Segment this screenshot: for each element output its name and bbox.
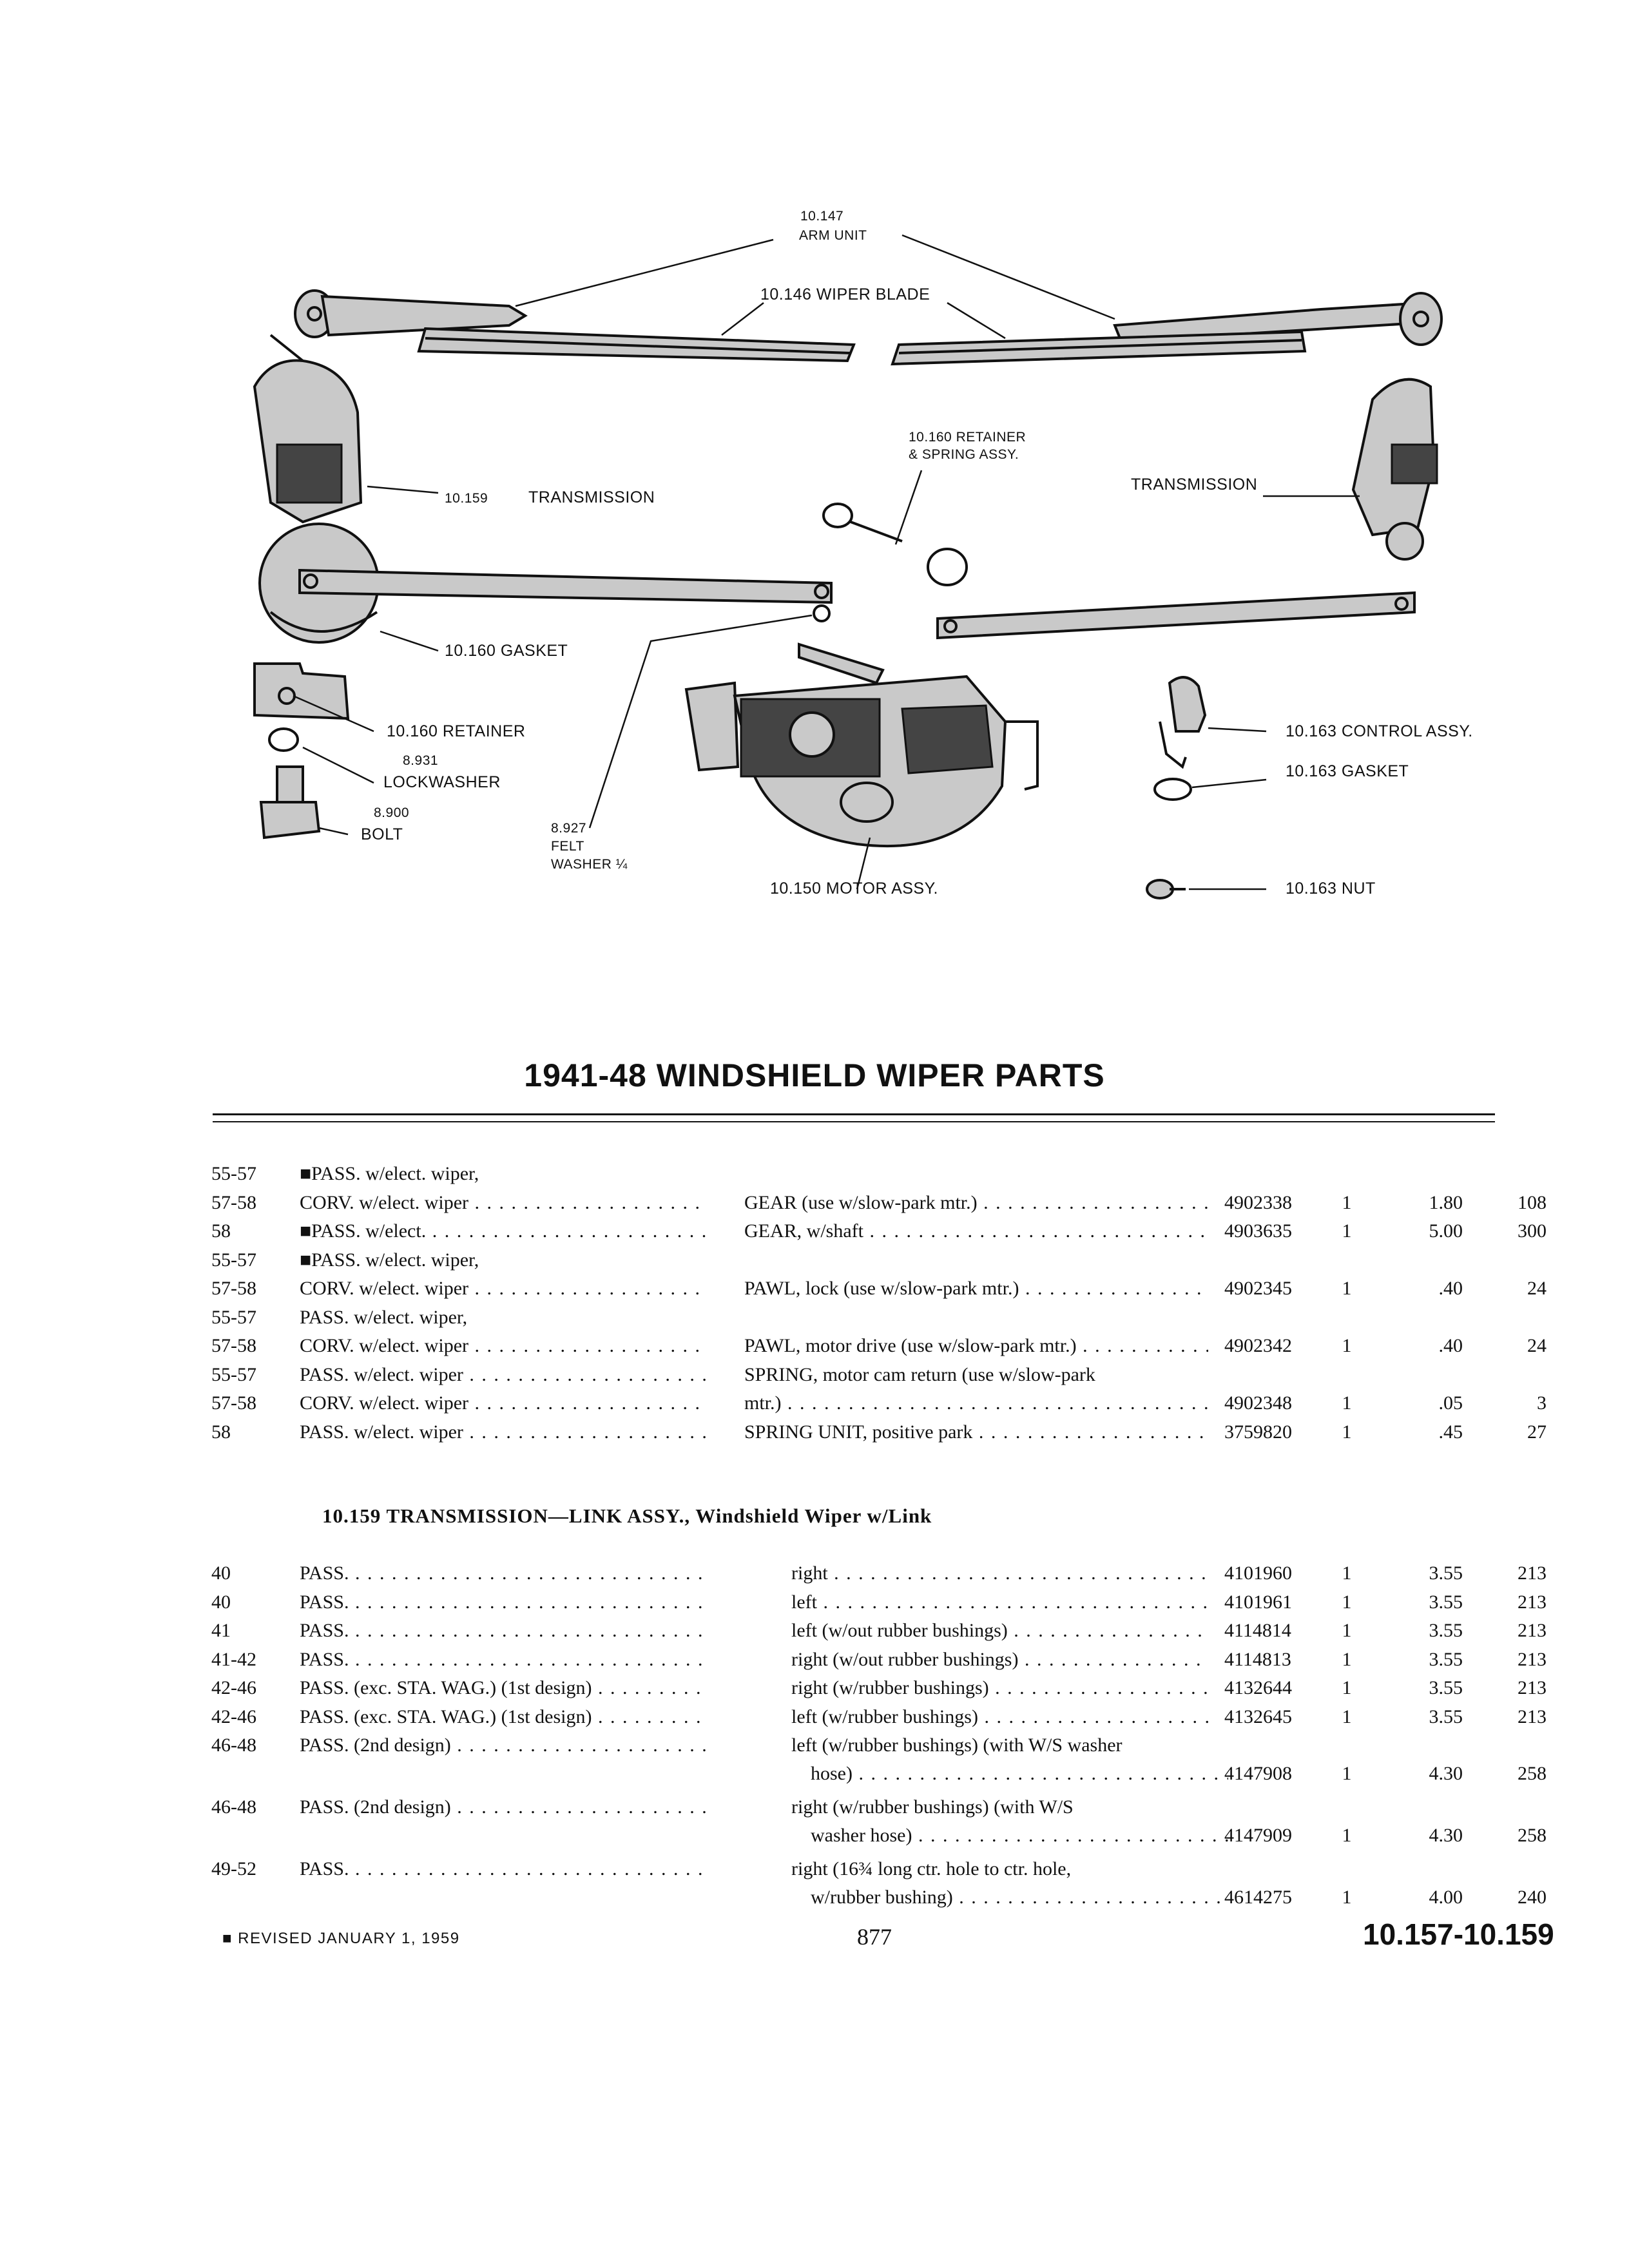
model-cell: PASS. (exc. STA. WAG.) (1st design) . . . <box>300 1703 706 1731</box>
price-cell: 3.55 <box>1429 1648 1463 1670</box>
list-cell: 3 <box>1537 1392 1547 1414</box>
list-cell: 213 <box>1518 1677 1547 1698</box>
table-row <box>0 1160 1629 1188</box>
model-cell: PASS. . . . <box>300 1855 706 1883</box>
table-row <box>0 1418 1629 1446</box>
table-row <box>0 1389 1629 1418</box>
part-name-cell: left . . . <box>791 1588 1209 1617</box>
label-lockwasher: LOCKWASHER <box>383 773 501 791</box>
qty-cell: 1 <box>1342 1191 1352 1213</box>
qty-cell: 1 <box>1342 1706 1352 1727</box>
part-number-cell: 3759820 <box>1224 1421 1292 1443</box>
part-number-cell: 4114814 <box>1224 1620 1291 1641</box>
left-wiper-blade <box>419 329 854 361</box>
right-wiper-blade <box>892 332 1305 364</box>
retainer-spring-assy <box>824 504 967 585</box>
list-cell: 240 <box>1518 1887 1547 1908</box>
part-number-cell: 4132645 <box>1224 1706 1292 1727</box>
year-cell: 41 <box>211 1620 231 1641</box>
lockwasher <box>269 729 298 751</box>
year-cell: 46-48 <box>211 1796 256 1818</box>
qty-cell: 1 <box>1342 1648 1352 1670</box>
price-cell: 3.55 <box>1429 1677 1463 1698</box>
year-cell: 57-58 <box>211 1335 256 1356</box>
qty-cell: 1 <box>1342 1421 1352 1443</box>
part-name-cell: right . . . <box>791 1559 1209 1588</box>
label-control: 10.163 CONTROL ASSY. <box>1286 722 1473 740</box>
part-number-cell: 4114813 <box>1224 1648 1291 1670</box>
exploded-parts-diagram <box>0 0 1629 954</box>
part-name-cell: left (w/rubber bushings) (with W/S washer <box>791 1735 1123 1756</box>
model-cell: CORV. w/elect. wiper . . . <box>300 1189 706 1217</box>
label-felt-washer: WASHER ¼ <box>551 857 628 872</box>
label-gasket: 10.160 GASKET <box>445 642 568 660</box>
model-cell: PASS. (2nd design) . . . <box>300 1793 706 1821</box>
table-row <box>0 1303 1629 1332</box>
price-cell: 3.55 <box>1429 1706 1463 1727</box>
year-cell: 46-48 <box>211 1735 256 1756</box>
price-cell: 3.55 <box>1429 1620 1463 1641</box>
part-name-cell: SPRING UNIT, positive park . . . <box>744 1418 1208 1446</box>
table-row-continuation <box>0 1760 1629 1788</box>
year-cell: 55-57 <box>211 1163 256 1184</box>
title-rule-bottom <box>213 1121 1495 1122</box>
price-cell: .05 <box>1438 1392 1463 1414</box>
label-bolt: BOLT <box>361 825 403 843</box>
year-cell: 55-57 <box>211 1363 256 1385</box>
part-name-cell: PAWL, lock (use w/slow-park mtr.) . . . <box>744 1274 1208 1303</box>
part-name-cell: right (w/out rubber bushings) . . . <box>791 1646 1209 1674</box>
label-transmission-num: 10.159 <box>445 491 488 506</box>
part-number-cell: 4132644 <box>1224 1677 1292 1698</box>
label-control-gasket: 10.163 GASKET <box>1286 762 1409 780</box>
group-range: 10.157-10.159 <box>1363 1917 1554 1951</box>
qty-cell: 1 <box>1342 1278 1352 1299</box>
year-cell: 40 <box>211 1562 231 1584</box>
part-name-continuation: w/rubber bushing) . . . <box>791 1883 1228 1912</box>
control-gasket <box>1155 779 1191 800</box>
part-number-cell: 4101961 <box>1224 1591 1292 1613</box>
left-link <box>300 570 831 602</box>
year-cell: 55-57 <box>211 1306 256 1328</box>
price-cell: 4.00 <box>1429 1887 1463 1908</box>
table-row <box>0 1217 1629 1245</box>
label-felt: FELT <box>551 839 584 854</box>
part-name-continuation: washer hose) . . . <box>791 1821 1228 1850</box>
label-lockwasher-num: 8.931 <box>403 753 439 768</box>
label-transmission-left: TRANSMISSION <box>528 488 655 506</box>
year-cell: 57-58 <box>211 1392 256 1414</box>
price-cell: 1.80 <box>1429 1191 1463 1213</box>
model-cell: PASS. . . . <box>300 1617 706 1645</box>
label-motor: 10.150 MOTOR ASSY. <box>770 879 938 898</box>
qty-cell: 1 <box>1342 1392 1352 1414</box>
table-row <box>0 1703 1629 1731</box>
table-row <box>0 1731 1629 1784</box>
title-rule-top <box>213 1113 1495 1115</box>
qty-cell: 1 <box>1342 1591 1352 1613</box>
model-cell: PASS. . . . <box>300 1559 706 1588</box>
list-cell: 27 <box>1527 1421 1547 1443</box>
year-cell: 41-42 <box>211 1648 256 1670</box>
part-name-cell: right (w/rubber bushings) . . . <box>791 1674 1209 1702</box>
price-cell: 5.00 <box>1429 1220 1463 1242</box>
part-name-cell: GEAR, w/shaft . . . <box>744 1217 1208 1245</box>
model-cell: PASS. w/elect. wiper . . . <box>300 1418 706 1446</box>
table-row <box>0 1361 1629 1389</box>
price-cell: .40 <box>1438 1335 1463 1356</box>
year-cell: 49-52 <box>211 1858 256 1879</box>
label-arm-unit-num: 10.147 <box>800 209 844 224</box>
part-name-cell: SPRING, motor cam return (use w/slow-park <box>744 1363 1095 1385</box>
year-cell: 58 <box>211 1421 231 1443</box>
price-cell: .45 <box>1438 1421 1463 1443</box>
list-cell: 258 <box>1518 1825 1547 1846</box>
page-number: 877 <box>857 1924 892 1950</box>
part-number-cell: 4902348 <box>1224 1392 1292 1414</box>
label-felt-num: 8.927 <box>551 821 587 836</box>
price-cell: 4.30 <box>1429 1825 1463 1846</box>
section-heading: 10.159 TRANSMISSION—LINK ASSY., Windshield Wiper w/Link <box>322 1504 932 1527</box>
model-cell: CORV. w/elect. wiper . . . <box>300 1274 706 1303</box>
model-cell: PASS. . . . <box>300 1646 706 1674</box>
part-name-cell: left (w/rubber bushings) . . . <box>791 1703 1209 1731</box>
qty-cell: 1 <box>1342 1677 1352 1698</box>
part-number-cell: 4903635 <box>1224 1220 1292 1242</box>
part-name-cell: PAWL, motor drive (use w/slow-park mtr.) . . . <box>744 1332 1208 1360</box>
qty-cell: 1 <box>1342 1763 1352 1784</box>
year-cell: 40 <box>211 1591 231 1613</box>
bolt <box>261 767 319 838</box>
qty-cell: 1 <box>1342 1562 1352 1584</box>
model-cell: CORV. w/elect. wiper . . . <box>300 1332 706 1360</box>
model-cell: ■PASS. w/elect. . . . <box>300 1217 706 1245</box>
left-transmission <box>255 335 361 522</box>
price-cell: 3.55 <box>1429 1562 1463 1584</box>
list-cell: 213 <box>1518 1562 1547 1584</box>
price-cell: 3.55 <box>1429 1591 1463 1613</box>
label-arm-unit: ARM UNIT <box>799 228 867 243</box>
part-name-cell: left (w/out rubber bushings) . . . <box>791 1617 1209 1645</box>
model-cell: PASS. w/elect. wiper, <box>300 1306 468 1328</box>
list-cell: 213 <box>1518 1591 1547 1613</box>
model-cell: ■PASS. w/elect. wiper, <box>300 1249 479 1271</box>
year-cell: 42-46 <box>211 1706 256 1727</box>
part-name-cell: right (16¾ long ctr. hole to ctr. hole, <box>791 1858 1072 1879</box>
part-name-cell: GEAR (use w/slow-park mtr.) . . . <box>744 1189 1208 1217</box>
retainer <box>255 664 348 718</box>
label-transmission-right: TRANSMISSION <box>1131 476 1258 494</box>
table-row <box>0 1674 1629 1702</box>
part-number-cell: 4614275 <box>1224 1887 1292 1908</box>
list-cell: 300 <box>1518 1220 1547 1242</box>
model-cell: ■PASS. w/elect. wiper, <box>300 1163 479 1184</box>
label-nut: 10.163 NUT <box>1286 879 1376 898</box>
table-row <box>0 1246 1629 1274</box>
qty-cell: 1 <box>1342 1220 1352 1242</box>
part-name-cell: right (w/rubber bushings) (with W/S <box>791 1796 1074 1818</box>
year-cell: 42-46 <box>211 1677 256 1698</box>
price-cell: 4.30 <box>1429 1763 1463 1784</box>
table-row <box>0 1559 1629 1588</box>
price-cell: .40 <box>1438 1278 1463 1299</box>
qty-cell: 1 <box>1342 1825 1352 1846</box>
part-number-cell: 4101960 <box>1224 1562 1292 1584</box>
qty-cell: 1 <box>1342 1620 1352 1641</box>
model-cell: PASS. (2nd design) . . . <box>300 1731 706 1760</box>
list-cell: 108 <box>1518 1191 1547 1213</box>
model-cell: PASS. . . . <box>300 1588 706 1617</box>
revised-note: ■ REVISED JANUARY 1, 1959 <box>222 1930 460 1947</box>
table-row <box>0 1646 1629 1674</box>
motor-assy <box>686 606 1037 846</box>
label-retainer-spring-1: 10.160 RETAINER <box>909 430 1027 445</box>
list-cell: 213 <box>1518 1706 1547 1727</box>
label-retainer: 10.160 RETAINER <box>387 722 526 740</box>
qty-cell: 1 <box>1342 1335 1352 1356</box>
nut <box>1147 880 1186 898</box>
list-cell: 24 <box>1527 1278 1547 1299</box>
table-row-continuation <box>0 1821 1629 1850</box>
year-cell: 57-58 <box>211 1191 256 1213</box>
right-link <box>938 593 1414 638</box>
table-row <box>0 1617 1629 1645</box>
table-row-continuation <box>0 1883 1629 1912</box>
part-number-cell: 4902342 <box>1224 1335 1292 1356</box>
list-cell: 213 <box>1518 1620 1547 1641</box>
table-row <box>0 1793 1629 1846</box>
qty-cell: 1 <box>1342 1887 1352 1908</box>
table-row <box>0 1332 1629 1360</box>
part-name-continuation: hose) . . . <box>791 1760 1228 1788</box>
year-cell: 58 <box>211 1220 231 1242</box>
page-title: 1941-48 WINDSHIELD WIPER PARTS <box>524 1057 1105 1093</box>
part-number-cell: 4902338 <box>1224 1191 1292 1213</box>
list-cell: 213 <box>1518 1648 1547 1670</box>
model-cell: PASS. w/elect. wiper . . . <box>300 1361 706 1389</box>
model-cell: CORV. w/elect. wiper . . . <box>300 1389 706 1418</box>
control-assy <box>1160 677 1205 767</box>
part-number-cell: 4902345 <box>1224 1278 1292 1299</box>
table-row <box>0 1588 1629 1617</box>
label-bolt-num: 8.900 <box>374 805 410 820</box>
list-cell: 24 <box>1527 1335 1547 1356</box>
table-row <box>0 1855 1629 1908</box>
table-row <box>0 1189 1629 1217</box>
label-wiper-blade: 10.146 WIPER BLADE <box>760 285 930 303</box>
year-cell: 55-57 <box>211 1249 256 1271</box>
list-cell: 258 <box>1518 1763 1547 1784</box>
label-retainer-spring-2: & SPRING ASSY. <box>909 447 1019 462</box>
model-cell: PASS. (exc. STA. WAG.) (1st design) . . . <box>300 1674 706 1702</box>
part-number-cell: 4147909 <box>1224 1825 1292 1846</box>
table-row <box>0 1274 1629 1303</box>
part-name-cell: mtr.) . . . <box>744 1389 1208 1418</box>
right-transmission <box>1353 380 1437 559</box>
part-number-cell: 4147908 <box>1224 1763 1292 1784</box>
year-cell: 57-58 <box>211 1278 256 1299</box>
